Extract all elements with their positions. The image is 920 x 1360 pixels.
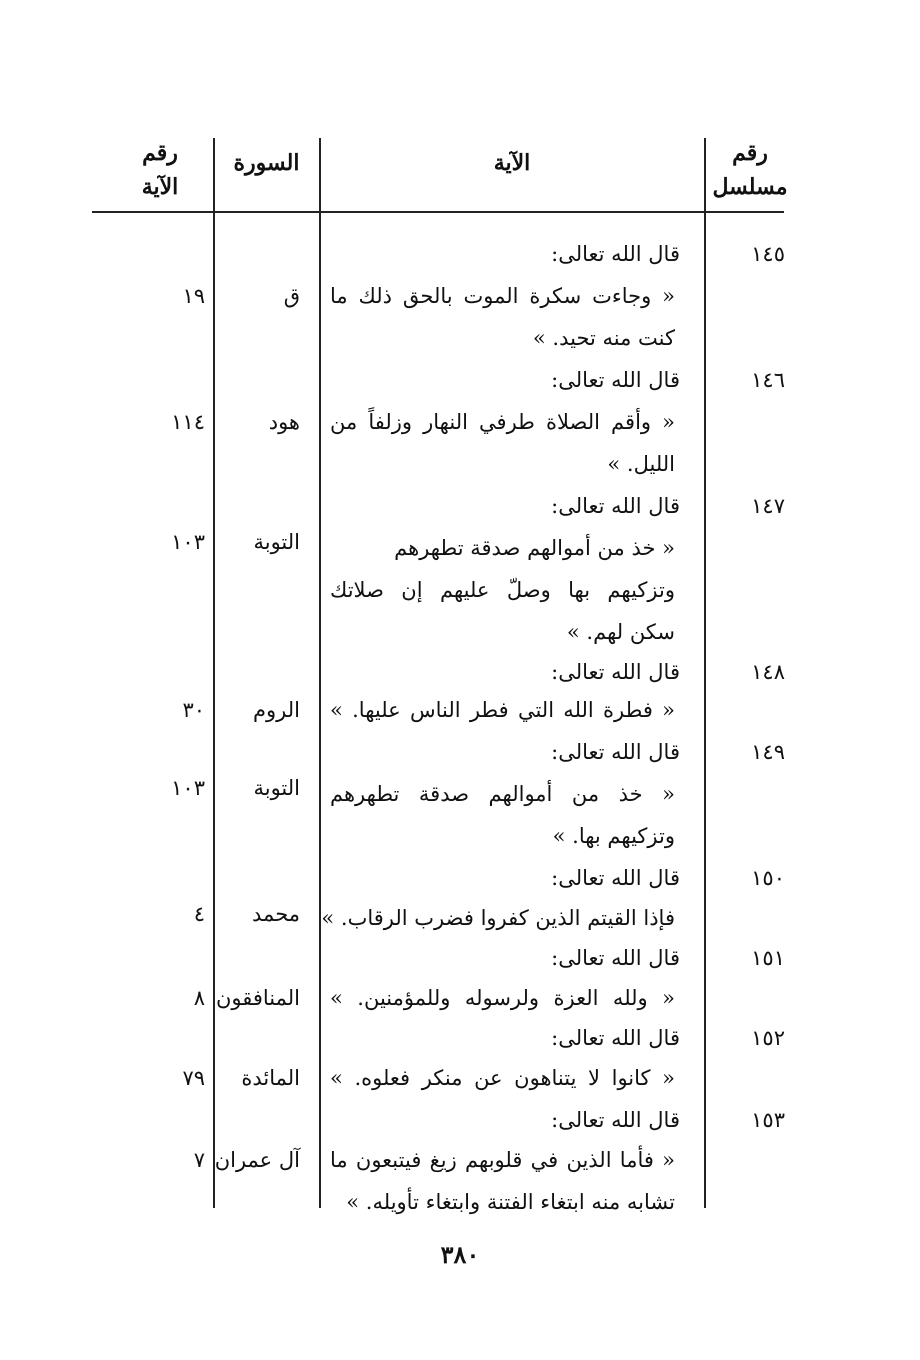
header-serial-top: رقم xyxy=(732,140,768,166)
row-intro: قال الله تعالى: xyxy=(551,740,680,764)
header-ayah-bottom: الآية xyxy=(141,174,179,200)
row-ayah: ١١٤ xyxy=(171,410,205,434)
verse-line: « فأما الذين في قلوبهم زيغ فيتبعون ما xyxy=(330,1148,675,1172)
verse-line: فإذا القيتم الذين كفروا فضرب الرقاب. » xyxy=(321,906,675,930)
row-intro: قال الله تعالى: xyxy=(551,660,680,684)
row-ayah: ٧ xyxy=(193,1148,205,1172)
verse-line: « وجاءت سكرة الموت بالحق ذلك ما xyxy=(330,284,675,308)
row-ayah: ١٠٣ xyxy=(171,776,205,800)
row-intro: قال الله تعالى: xyxy=(551,1026,680,1050)
row-serial: ١٥٣ xyxy=(751,1108,785,1132)
row-serial: ١٥١ xyxy=(751,946,785,970)
row-surah: آل عمران xyxy=(214,1148,300,1172)
page-number: ٣٨٠ xyxy=(440,1240,480,1269)
header-rule xyxy=(92,211,784,213)
verse-line: « فطرة الله التي فطر الناس عليها. » xyxy=(330,698,675,722)
column-divider-verse xyxy=(319,138,321,1208)
row-ayah: ٣٠ xyxy=(182,698,205,722)
row-intro: قال الله تعالى: xyxy=(551,1108,680,1132)
row-ayah: ١٠٣ xyxy=(171,530,205,554)
verse-line: « ولله العزة ولرسوله وللمؤمنين. » xyxy=(330,986,675,1010)
row-surah: محمد xyxy=(252,902,300,926)
header-verse xyxy=(320,146,704,180)
row-serial: ١٤٨ xyxy=(751,660,785,684)
header-surah-label: السورة xyxy=(233,150,300,176)
verse-line: وتزكيهم بها وصلّ عليهم إن صلاتك xyxy=(330,578,675,602)
row-serial: ١٥٠ xyxy=(751,866,785,890)
row-ayah: ١٩ xyxy=(182,284,205,308)
row-serial: ١٤٦ xyxy=(751,368,785,392)
row-ayah: ٧٩ xyxy=(182,1066,205,1090)
row-surah: ق xyxy=(283,284,300,308)
verse-line: الليل. » xyxy=(607,452,675,476)
header-serial xyxy=(705,136,795,204)
row-serial: ١٥٢ xyxy=(751,1026,785,1050)
verse-line: كنت منه تحيد. » xyxy=(532,326,675,350)
header-surah xyxy=(214,146,319,180)
row-ayah: ٨ xyxy=(193,986,205,1010)
header-serial-bottom: مسلسل xyxy=(712,174,788,200)
row-intro: قال الله تعالى: xyxy=(551,368,680,392)
header-verse-label: الآية xyxy=(493,150,531,176)
row-surah: هود xyxy=(268,410,300,434)
row-surah: الروم xyxy=(253,698,300,722)
verse-line: « وأقم الصلاة طرفي النهار وزلفاً من xyxy=(330,410,675,434)
row-serial: ١٤٩ xyxy=(751,740,785,764)
row-intro: قال الله تعالى: xyxy=(551,242,680,266)
row-intro: قال الله تعالى: xyxy=(551,866,680,890)
row-surah: التوبة xyxy=(253,530,300,554)
row-ayah: ٤ xyxy=(193,902,205,926)
verse-line: سكن لهم. » xyxy=(566,620,675,644)
row-serial: ١٤٧ xyxy=(751,494,785,518)
row-surah: التوبة xyxy=(253,776,300,800)
row-serial: ١٤٥ xyxy=(751,242,785,266)
verse-line: وتزكيهم بها. » xyxy=(552,824,675,848)
row-intro: قال الله تعالى: xyxy=(551,946,680,970)
verse-line: تشابه منه ابتغاء الفتنة وابتغاء تأويله. » xyxy=(346,1190,675,1214)
verse-line: « كانوا لا يتناهون عن منكر فعلوه. » xyxy=(330,1066,675,1090)
header-ayah xyxy=(110,136,210,204)
verse-line: « خذ من أموالهم صدقة تطهرهم xyxy=(394,536,675,560)
verse-line: « خذ من أموالهم صدقة تطهرهم xyxy=(330,782,675,806)
row-intro: قال الله تعالى: xyxy=(551,494,680,518)
row-surah: المنافقون xyxy=(215,986,300,1010)
row-surah: المائدة xyxy=(241,1066,300,1090)
header-ayah-top: رقم xyxy=(142,140,178,166)
